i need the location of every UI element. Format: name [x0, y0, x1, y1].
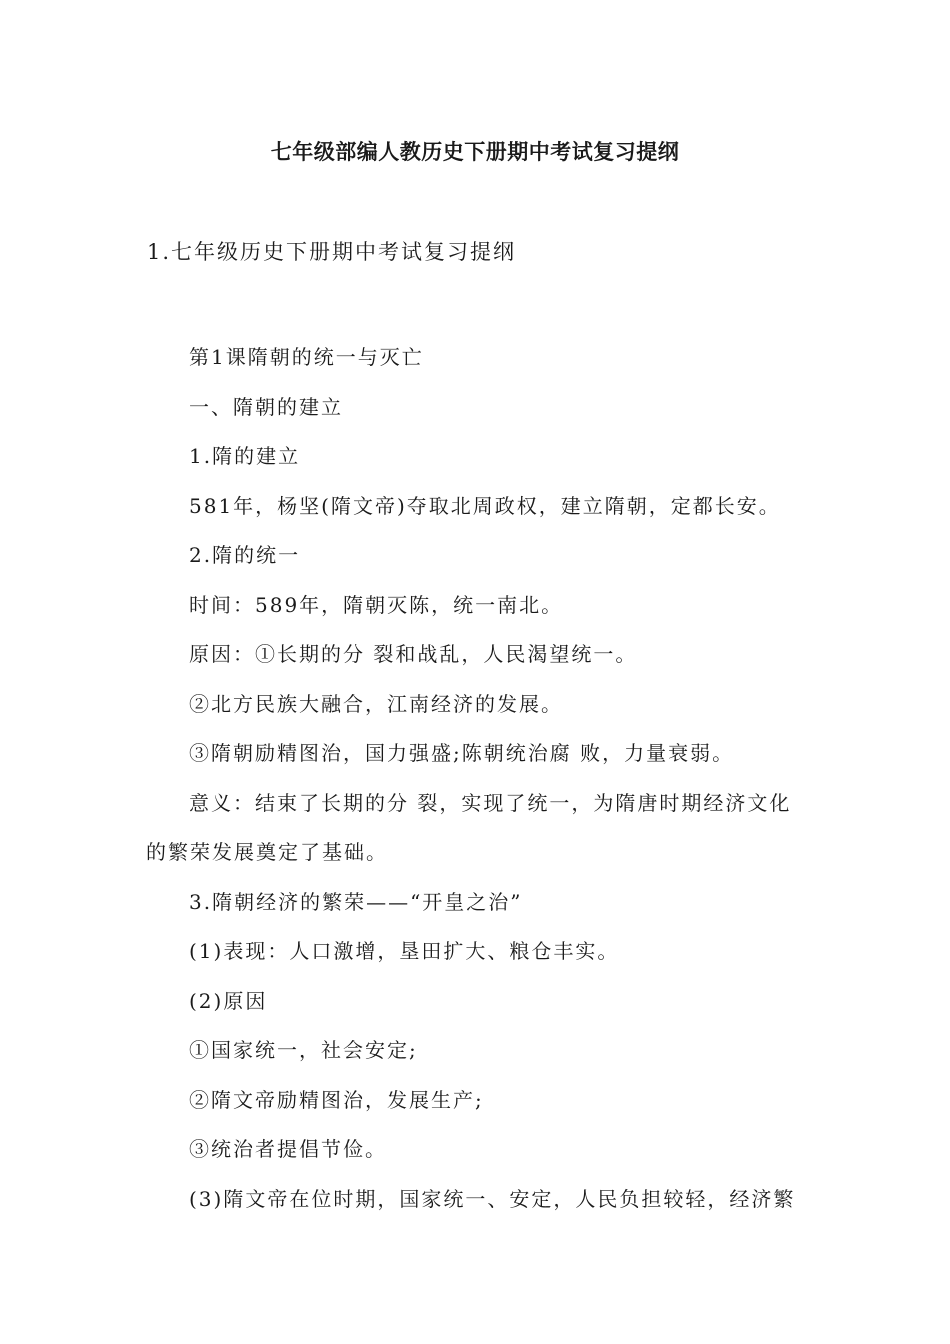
- subheading: 1.隋的建立: [189, 444, 301, 468]
- paragraph-line: 意义：结束了长期的分 裂，实现了统一，为隋唐时期经济文化: [189, 790, 792, 815]
- chapter-heading: 一、隋朝的建立: [189, 394, 343, 419]
- paragraph-line: ③隋朝励精图治，国力强盛;陈朝统治腐 败，力量衰弱。: [189, 741, 735, 765]
- paragraph-line: (3)隋文帝在位时期，国家统一、安定，人民负担较轻，经济繁: [189, 1186, 796, 1211]
- document-body: [146, 333, 816, 1224]
- paragraph-line: ②隋文帝励精图治，发展生产;: [189, 1087, 484, 1112]
- paragraph-line: ①国家统一，社会安定;: [189, 1038, 418, 1062]
- paragraph-line: 的繁荣发展奠定了基础。: [146, 840, 388, 864]
- subheading: 2.隋的统一: [189, 543, 301, 567]
- paragraph-line: 581年，杨坚(隋文帝)夺取北周政权，建立隋朝，定都长安。: [189, 493, 781, 518]
- paragraph-line: 原因：①长期的分 裂和战乱，人民渴望统一。: [189, 642, 638, 666]
- paragraph-line: ②北方民族大融合，江南经济的发展。: [189, 691, 563, 716]
- paragraph-line: (1)表现：人口激增，垦田扩大、粮仓丰实。: [189, 939, 620, 963]
- paragraph-line: (2)原因: [189, 988, 268, 1013]
- paragraph-line: 时间：589年，隋朝灭陈，统一南北。: [189, 592, 564, 617]
- paragraph-line: ③统治者提倡节俭。: [189, 1137, 387, 1161]
- section-heading: 1.七年级历史下册期中考试复习提纲: [147, 240, 517, 264]
- lesson-title: 第1课隋朝的统一与灭亡: [189, 345, 424, 369]
- document-title: 七年级部编人教历史下册期中考试复习提纲: [270, 140, 680, 164]
- subheading: 3.隋朝经济的繁荣——“开皇之治”: [189, 889, 523, 914]
